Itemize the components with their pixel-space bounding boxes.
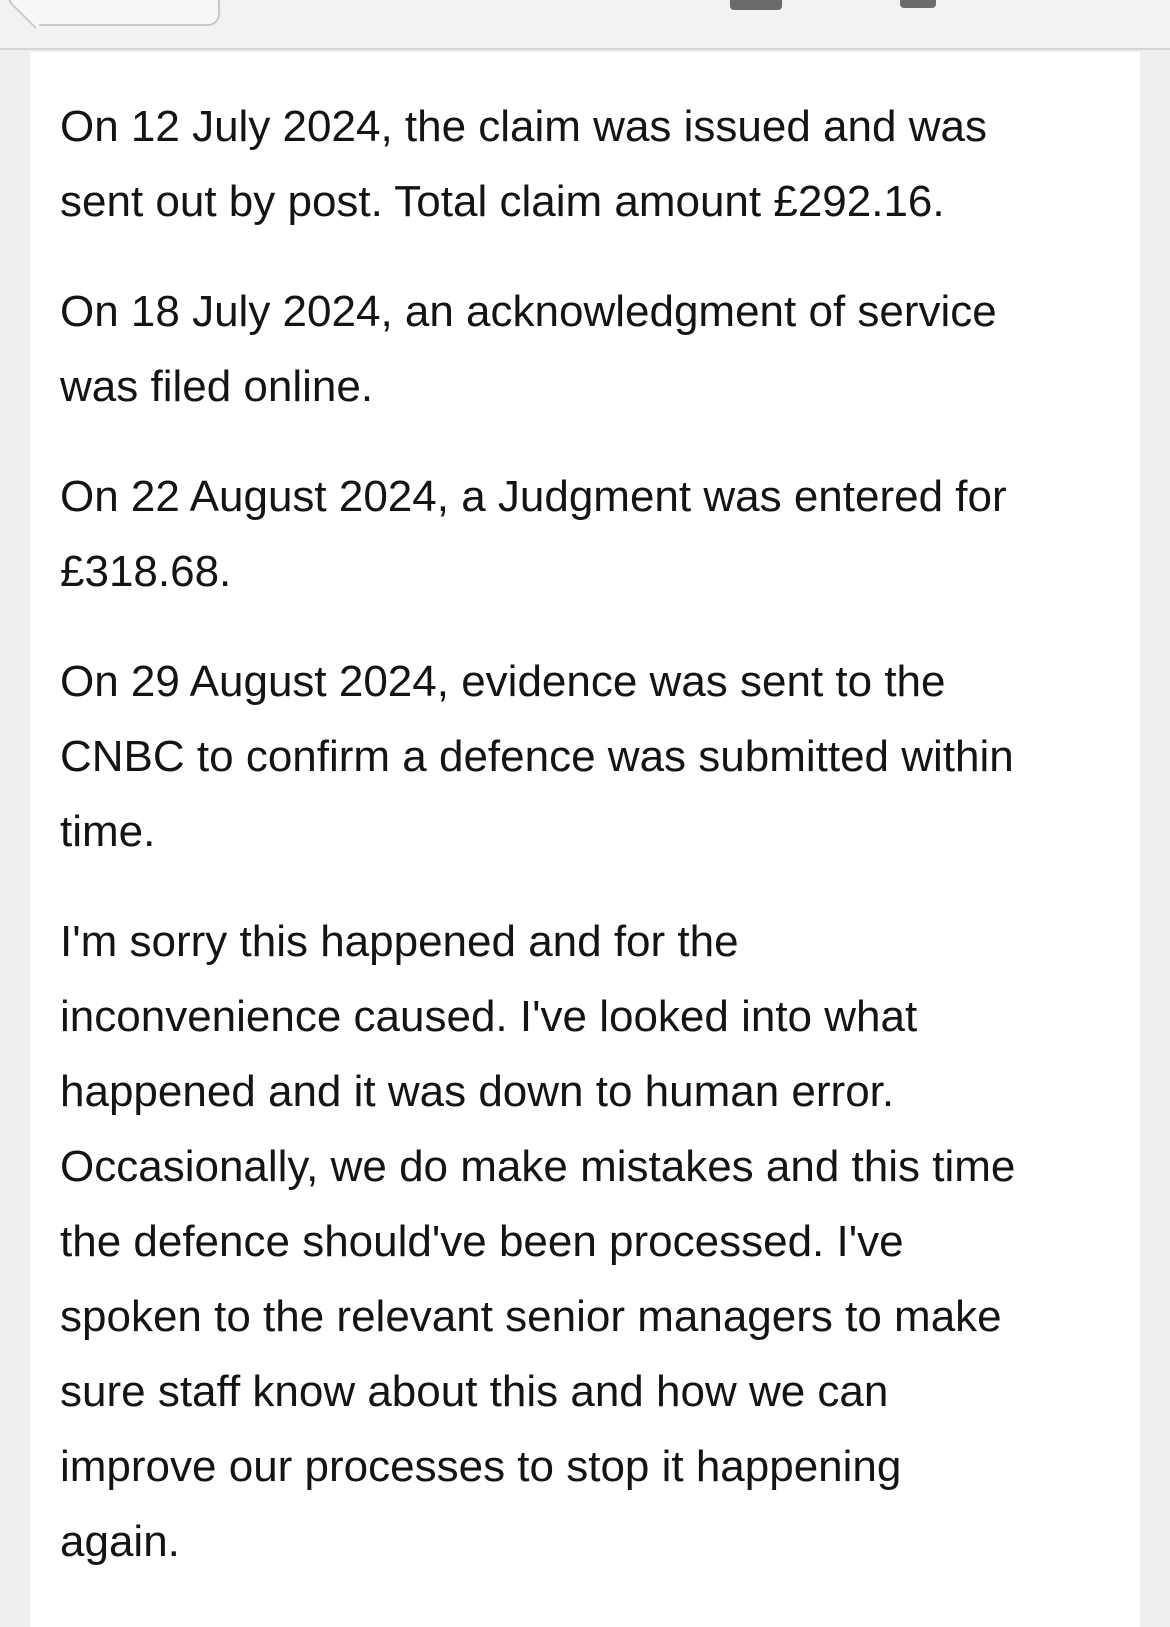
paragraph-evidence: On 29 August 2024, evidence was sent to the CNBC to confirm a defence was submitted within time. [60,657,1014,856]
paragraph-judgment: On 22 August 2024, a Judgment was entered for £318.68. [60,472,1007,596]
reply-icon[interactable] [730,0,782,10]
paragraph-acknowledgment: On 18 July 2024, an acknowledgment of service was filed online. [60,287,997,411]
paragraph-apology: I'm sorry this happened and for the inconvenience caused. I've looked into what happened and it was down to human error. Occasionally, we do make mistakes and this time the defence should've been processed. I've spoken to the relevant senior managers to make sure staff know about this and how we can improve our processes to stop it happening again. [60,917,1016,1566]
email-toolbar [0,0,1170,50]
email-body [30,52,1140,1627]
back-button[interactable] [30,0,220,26]
trash-icon[interactable] [900,0,936,8]
paragraph-claim-issued: On 12 July 2024, the claim was issued and was sent out by post. Total claim amount £292.16. [60,102,987,226]
